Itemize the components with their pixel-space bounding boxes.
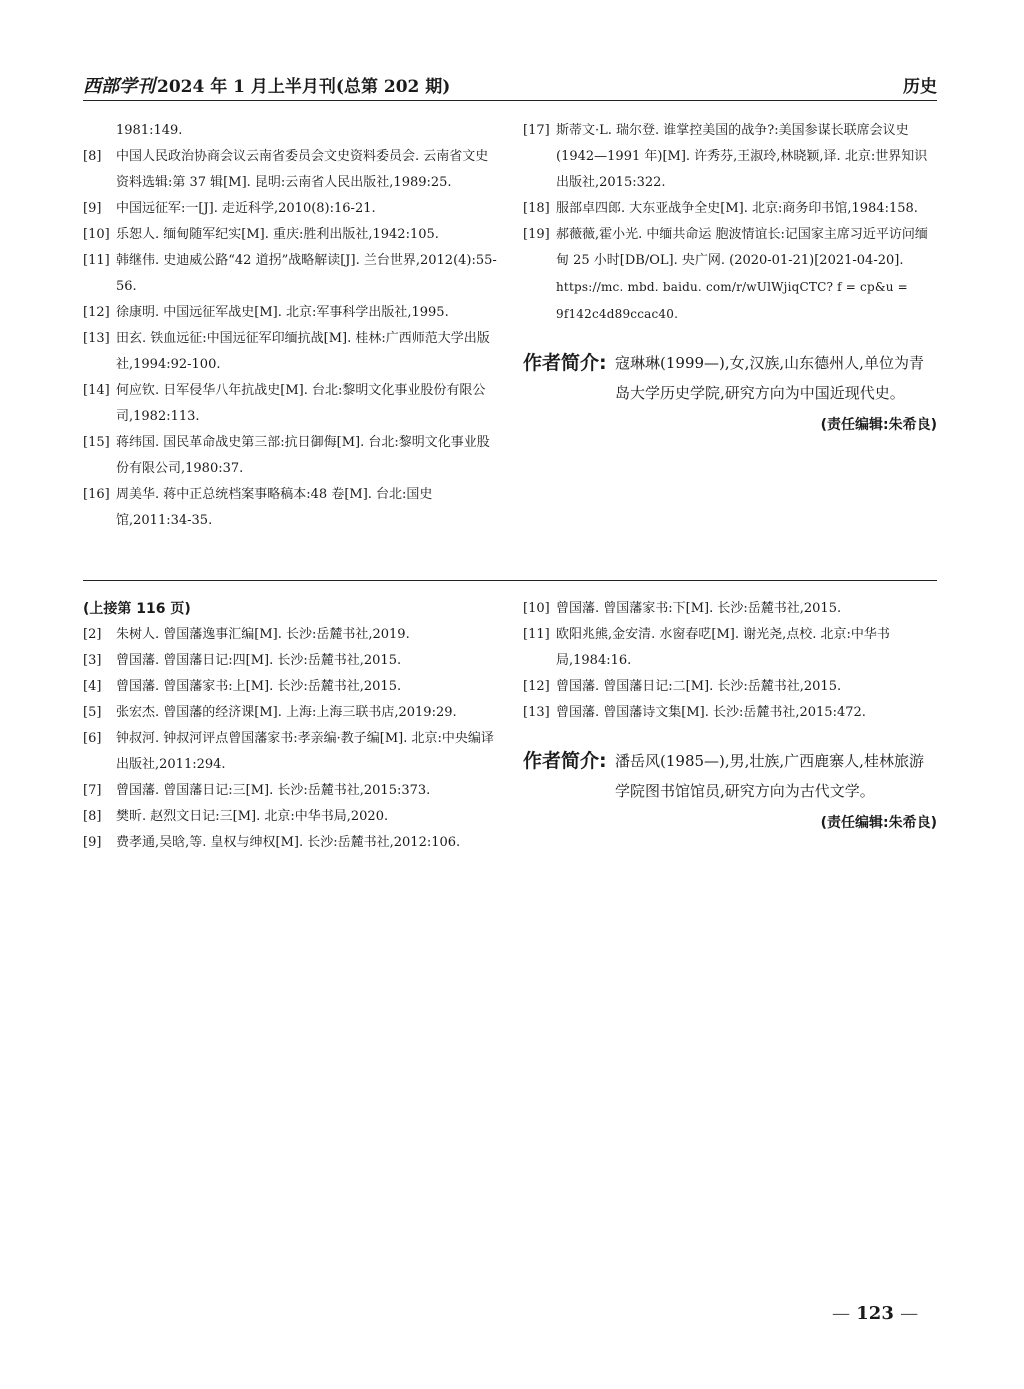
reference-item: [10] 曾国藩. 曾国藩家书:下[M]. 长沙:岳麓书社,2015. — [523, 601, 842, 616]
author-bio-text: 潘岳风(1985—),男,壮族,广西鹿寨人,桂林旅游学院图书馆馆员,研究方向为古代文学。 — [615, 752, 924, 800]
issue-info: 2024 年 1 月上半月刊(总第 202 期) — [157, 77, 451, 97]
top-right-references — [523, 118, 937, 434]
author-bio-label: 作者简介: — [523, 750, 607, 772]
bottom-right-references — [523, 596, 937, 832]
author-bio — [523, 746, 937, 806]
reference-item: [8] 中国人民政治协商会议云南省委员会文史资料委员会. 云南省文史资料选辑:第 37 辑[M]. 昆明:云南省人民出版社,1989:25. — [83, 149, 489, 190]
author-bio — [523, 348, 937, 408]
continued-note: (上接第 116 页) — [83, 601, 191, 617]
page-number-dash-right: — — [900, 1303, 919, 1324]
reference-item: [12] 曾国藩. 曾国藩日记:二[M]. 长沙:岳麓书社,2015. — [523, 679, 842, 694]
header-rule — [83, 100, 937, 101]
journal-logo: 西部学刊 — [83, 76, 155, 97]
bottom-left-references — [83, 596, 498, 856]
reference-item: [9] 费孝通,吴晗,等. 皇权与绅权[M]. 长沙:岳麓书社,2012:106. — [83, 835, 461, 850]
reference-url: https://mc. mbd. baidu. com/r/wUlWjiqCTC? f = cp&u = 9f142c4d89ccac40. — [556, 280, 908, 321]
responsible-editor: (责任编辑:朱希良) — [820, 815, 937, 831]
reference-item: [19] 郝薇薇,霍小光. 中缅共命运 胞波情谊长:记国家主席习近平访问缅甸 25 小时[DB/OL]. 央广网. (2020-01-21)[2021-04-20]. — [523, 227, 928, 268]
reference-item: [11] 欧阳兆熊,金安清. 水窗春呓[M]. 谢光尧,点校. 北京:中华书局,1984:16. — [523, 627, 890, 668]
article-divider — [83, 580, 937, 581]
author-bio-label: 作者简介: — [523, 352, 607, 374]
reference-item: [13] 曾国藩. 曾国藩诗文集[M]. 长沙:岳麓书社,2015:472. — [523, 705, 866, 720]
top-left-references — [83, 118, 498, 534]
reference-item: [17] 斯蒂文·L. 瑞尔登. 谁掌控美国的战争?:美国参谋长联席会议史(1942—1991 年)[M]. 许秀芬,王淑玲,林晓颖,译. 北京:世界知识出版社,2015:322. — [523, 123, 928, 190]
reference-item: [5] 张宏杰. 曾国藩的经济课[M]. 上海:上海三联书店,2019:29. — [83, 705, 457, 720]
section-name: 历史 — [903, 77, 937, 97]
author-bio-text: 寇琳琳(1999—),女,汉族,山东德州人,单位为青岛大学历史学院,研究方向为中国近现代史。 — [615, 354, 924, 402]
reference-item: [9] 中国远征军:一[J]. 走近科学,2010(8):16-21. — [83, 201, 376, 216]
responsible-editor: (责任编辑:朱希良) — [820, 417, 937, 433]
reference-item: [12] 徐康明. 中国远征军战史[M]. 北京:军事科学出版社,1995. — [83, 305, 449, 320]
page-number-dash-left: — — [832, 1303, 850, 1324]
reference-item: [3] 曾国藩. 曾国藩日记:四[M]. 长沙:岳麓书社,2015. — [83, 653, 402, 668]
reference-item: [16] 周美华. 蒋中正总统档案事略稿本:48 卷[M]. 台北:国史馆,2011:34-35. — [83, 487, 433, 528]
reference-item: 1981:149. — [116, 123, 183, 138]
reference-item: [13] 田玄. 铁血远征:中国远征军印缅抗战[M]. 桂林:广西师范大学出版社,1994:92-100. — [83, 331, 490, 372]
reference-item: [2] 朱树人. 曾国藩逸事汇编[M]. 长沙:岳麓书社,2019. — [83, 627, 410, 642]
reference-item: [6] 钟叔河. 钟叔河评点曾国藩家书:孝亲编·教子编[M]. 北京:中央编译出版社,2011:294. — [83, 731, 494, 772]
running-header — [83, 72, 937, 100]
journal-header — [83, 72, 450, 98]
reference-item: [4] 曾国藩. 曾国藩家书:上[M]. 长沙:岳麓书社,2015. — [83, 679, 402, 694]
reference-item: [18] 服部卓四郎. 大东亚战争全史[M]. 北京:商务印书馆,1984:158. — [523, 201, 918, 216]
page-number: — 123 — — [832, 1303, 919, 1324]
reference-item: [11] 韩继伟. 史迪威公路“42 道拐”战略解读[J]. 兰台世界,2012(4):55-56. — [83, 253, 497, 294]
reference-item: [14] 何应钦. 日军侵华八年抗战史[M]. 台北:黎明文化事业股份有限公司,1982:113. — [83, 383, 486, 424]
reference-item: [8] 樊昕. 赵烈文日记:三[M]. 北京:中华书局,2020. — [83, 809, 389, 824]
reference-item: [7] 曾国藩. 曾国藩日记:三[M]. 长沙:岳麓书社,2015:373. — [83, 783, 431, 798]
reference-item: [10] 乐恕人. 缅甸随军纪实[M]. 重庆:胜利出版社,1942:105. — [83, 227, 439, 242]
reference-item: [15] 蒋纬国. 国民革命战史第三部:抗日御侮[M]. 台北:黎明文化事业股份有限公司,1980:37. — [83, 435, 490, 476]
